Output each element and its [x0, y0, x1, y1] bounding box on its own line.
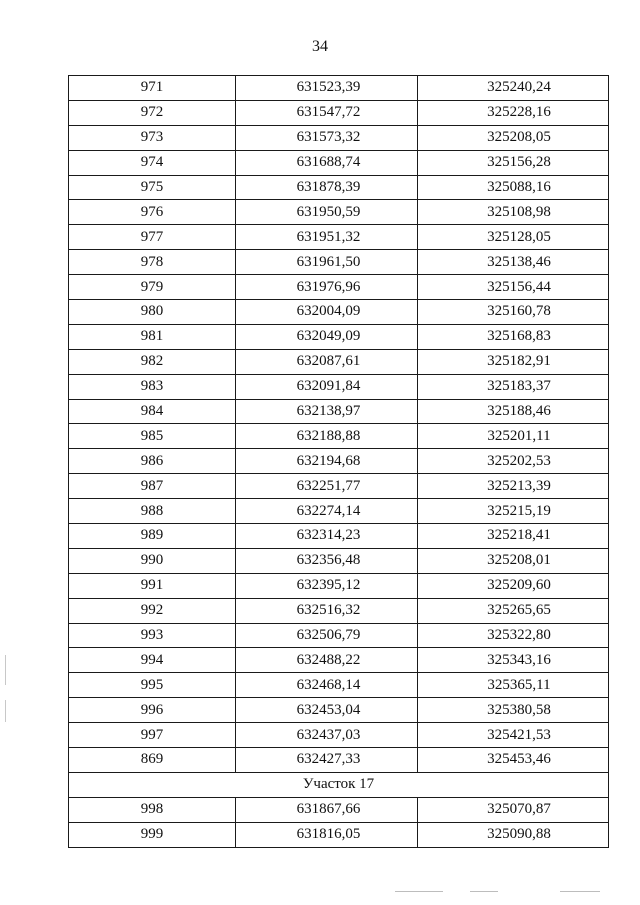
point-number-cell: 998 [69, 797, 236, 822]
table-row [69, 175, 609, 200]
y-coordinate-cell: 325228,16 [418, 100, 609, 125]
x-coordinate-cell: 632004,09 [236, 300, 418, 325]
x-coordinate-cell: 631976,96 [236, 275, 418, 300]
y-coordinate-cell: 325108,98 [418, 200, 609, 225]
point-number-cell: 995 [69, 673, 236, 698]
y-coordinate-cell: 325156,44 [418, 275, 609, 300]
table-row [69, 797, 609, 822]
table-row [69, 100, 609, 125]
point-number-cell: 992 [69, 598, 236, 623]
x-coordinate-cell: 631688,74 [236, 150, 418, 175]
point-number-cell: 982 [69, 349, 236, 374]
y-coordinate-cell: 325156,28 [418, 150, 609, 175]
x-coordinate-cell: 632488,22 [236, 648, 418, 673]
y-coordinate-cell: 325070,87 [418, 797, 609, 822]
x-coordinate-cell: 631573,32 [236, 125, 418, 150]
table-row [69, 349, 609, 374]
scan-bottom-rule [560, 891, 600, 892]
x-coordinate-cell: 631878,39 [236, 175, 418, 200]
point-number-cell: 991 [69, 573, 236, 598]
x-coordinate-cell: 631523,39 [236, 76, 418, 101]
point-number-cell: 987 [69, 474, 236, 499]
table-row [69, 623, 609, 648]
point-number-cell: 977 [69, 225, 236, 250]
table-row [69, 598, 609, 623]
point-number-cell: 999 [69, 822, 236, 847]
y-coordinate-cell: 325208,05 [418, 125, 609, 150]
point-number-cell: 996 [69, 698, 236, 723]
table-row [69, 200, 609, 225]
y-coordinate-cell: 325160,78 [418, 300, 609, 325]
y-coordinate-cell: 325453,46 [418, 748, 609, 773]
scan-margin-mark [5, 655, 6, 685]
y-coordinate-cell: 325365,11 [418, 673, 609, 698]
y-coordinate-cell: 325088,16 [418, 175, 609, 200]
point-number-cell: 978 [69, 250, 236, 275]
table-row [69, 225, 609, 250]
x-coordinate-cell: 631547,72 [236, 100, 418, 125]
x-coordinate-cell: 632091,84 [236, 374, 418, 399]
point-number-cell: 980 [69, 300, 236, 325]
table-row [69, 275, 609, 300]
x-coordinate-cell: 632468,14 [236, 673, 418, 698]
x-coordinate-cell: 632138,97 [236, 399, 418, 424]
coordinates-table [68, 75, 609, 848]
y-coordinate-cell: 325208,01 [418, 548, 609, 573]
section-title: Участок 17 [69, 772, 609, 797]
y-coordinate-cell: 325343,16 [418, 648, 609, 673]
scan-bottom-rule [395, 891, 443, 892]
section-header-row [69, 772, 609, 797]
y-coordinate-cell: 325128,05 [418, 225, 609, 250]
x-coordinate-cell: 632437,03 [236, 723, 418, 748]
y-coordinate-cell: 325201,11 [418, 424, 609, 449]
x-coordinate-cell: 632251,77 [236, 474, 418, 499]
x-coordinate-cell: 632506,79 [236, 623, 418, 648]
x-coordinate-cell: 632453,04 [236, 698, 418, 723]
table-row [69, 449, 609, 474]
table-row [69, 324, 609, 349]
point-number-cell: 979 [69, 275, 236, 300]
table-row [69, 76, 609, 101]
y-coordinate-cell: 325168,83 [418, 324, 609, 349]
point-number-cell: 994 [69, 648, 236, 673]
x-coordinate-cell: 632194,68 [236, 449, 418, 474]
y-coordinate-cell: 325183,37 [418, 374, 609, 399]
y-coordinate-cell: 325182,91 [418, 349, 609, 374]
point-number-cell: 971 [69, 76, 236, 101]
y-coordinate-cell: 325090,88 [418, 822, 609, 847]
x-coordinate-cell: 631867,66 [236, 797, 418, 822]
scan-margin-mark [5, 700, 6, 722]
x-coordinate-cell: 631816,05 [236, 822, 418, 847]
x-coordinate-cell: 632427,33 [236, 748, 418, 773]
table-row [69, 125, 609, 150]
point-number-cell: 981 [69, 324, 236, 349]
table-row [69, 648, 609, 673]
point-number-cell: 993 [69, 623, 236, 648]
point-number-cell: 869 [69, 748, 236, 773]
table-row [69, 524, 609, 549]
x-coordinate-cell: 632274,14 [236, 499, 418, 524]
x-coordinate-cell: 632395,12 [236, 573, 418, 598]
table-row [69, 698, 609, 723]
table-row [69, 474, 609, 499]
point-number-cell: 985 [69, 424, 236, 449]
point-number-cell: 976 [69, 200, 236, 225]
x-coordinate-cell: 632356,48 [236, 548, 418, 573]
table-row [69, 399, 609, 424]
table-row [69, 723, 609, 748]
y-coordinate-cell: 325209,60 [418, 573, 609, 598]
x-coordinate-cell: 631950,59 [236, 200, 418, 225]
point-number-cell: 984 [69, 399, 236, 424]
point-number-cell: 974 [69, 150, 236, 175]
x-coordinate-cell: 632087,61 [236, 349, 418, 374]
y-coordinate-cell: 325188,46 [418, 399, 609, 424]
y-coordinate-cell: 325421,53 [418, 723, 609, 748]
y-coordinate-cell: 325240,24 [418, 76, 609, 101]
point-number-cell: 986 [69, 449, 236, 474]
point-number-cell: 975 [69, 175, 236, 200]
point-number-cell: 973 [69, 125, 236, 150]
x-coordinate-cell: 631961,50 [236, 250, 418, 275]
x-coordinate-cell: 631951,32 [236, 225, 418, 250]
x-coordinate-cell: 632188,88 [236, 424, 418, 449]
y-coordinate-cell: 325215,19 [418, 499, 609, 524]
point-number-cell: 997 [69, 723, 236, 748]
x-coordinate-cell: 632516,32 [236, 598, 418, 623]
table-row [69, 573, 609, 598]
table-row [69, 748, 609, 773]
y-coordinate-cell: 325213,39 [418, 474, 609, 499]
point-number-cell: 988 [69, 499, 236, 524]
x-coordinate-cell: 632049,09 [236, 324, 418, 349]
point-number-cell: 972 [69, 100, 236, 125]
table-row [69, 822, 609, 847]
table-row [69, 150, 609, 175]
table-row [69, 548, 609, 573]
table-row [69, 673, 609, 698]
y-coordinate-cell: 325380,58 [418, 698, 609, 723]
page-number: 34 [312, 38, 328, 55]
y-coordinate-cell: 325218,41 [418, 524, 609, 549]
table-row [69, 499, 609, 524]
y-coordinate-cell: 325265,65 [418, 598, 609, 623]
table-row [69, 424, 609, 449]
x-coordinate-cell: 632314,23 [236, 524, 418, 549]
y-coordinate-cell: 325202,53 [418, 449, 609, 474]
y-coordinate-cell: 325322,80 [418, 623, 609, 648]
scan-bottom-rule [470, 891, 498, 892]
y-coordinate-cell: 325138,46 [418, 250, 609, 275]
table-row [69, 250, 609, 275]
point-number-cell: 983 [69, 374, 236, 399]
table-row [69, 300, 609, 325]
table-row [69, 374, 609, 399]
point-number-cell: 989 [69, 524, 236, 549]
coordinates-table-body [69, 76, 609, 848]
point-number-cell: 990 [69, 548, 236, 573]
